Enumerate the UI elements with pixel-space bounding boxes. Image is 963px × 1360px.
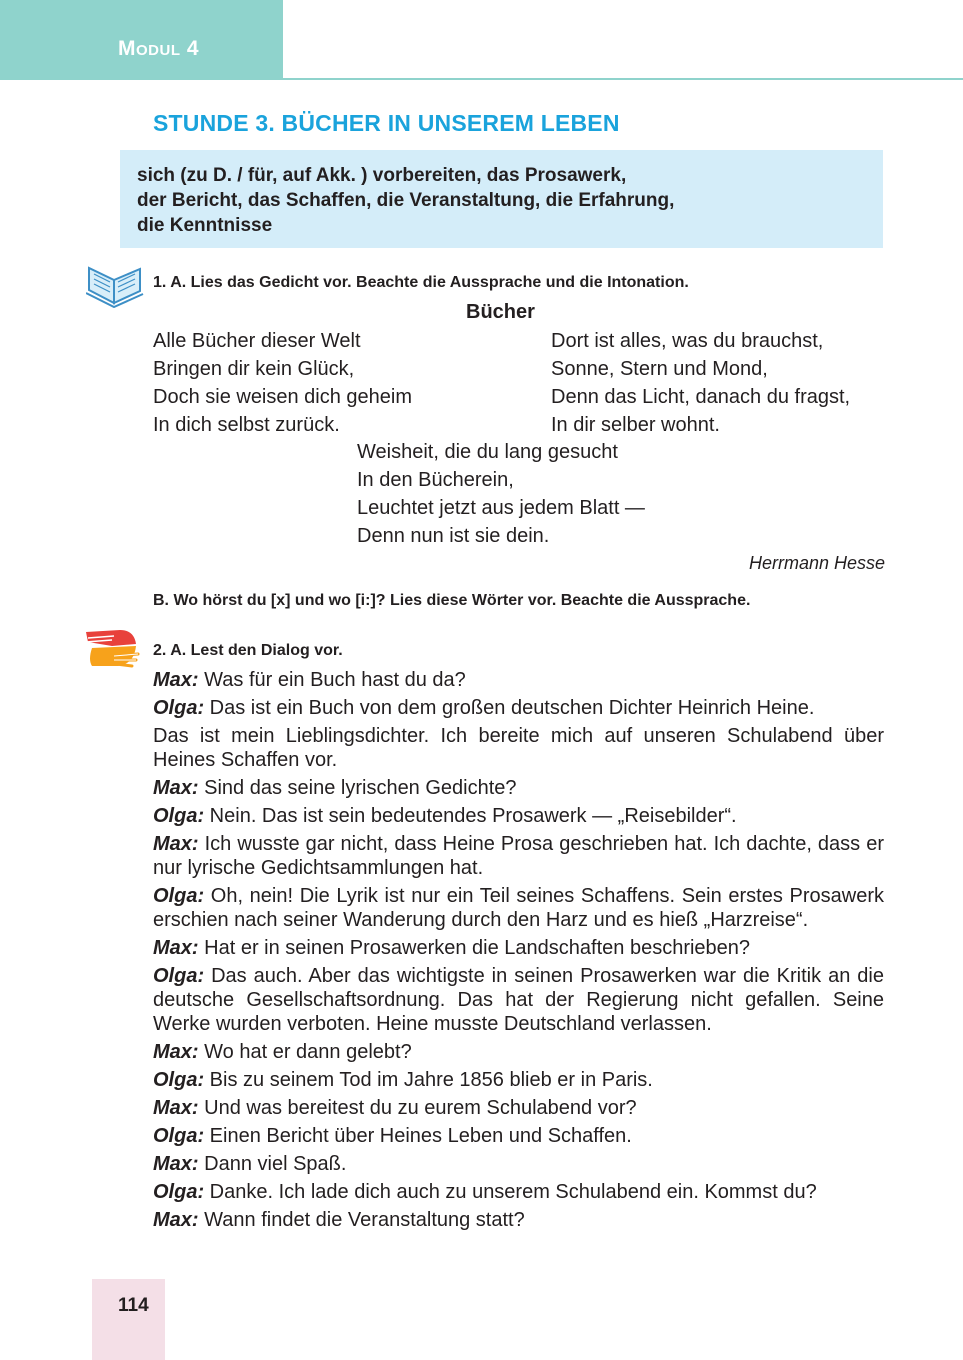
header-rule [283,78,963,80]
dialog-line [153,1068,884,1092]
dialog-speaker: Olga: [153,697,205,719]
dialog-text: Oh, nein! Die Lyrik ist nur ein Teil seines Schaffens. Sein erstes Prosawerk erschien nach seiner Wanderung durch den Harz und es hieß „Harzreise“. [153,885,884,931]
dialog-text: Das ist mein Lieblingsdichter. Ich bereite mich auf unseren Schulabend über Heines Schaffen vor. [153,725,884,771]
dialog-line [153,1208,884,1232]
exercise-1b-task: B. Wo hörst du [x] und wo [i:]? Lies diese Wörter vor. Beachte die Aussprache. [153,592,751,609]
vocabulary-box [120,150,883,248]
open-book-icon [86,260,144,308]
dialog-text: Wann findet die Veranstaltung statt? [198,1209,525,1231]
dialog-speaker: Max: [153,1041,199,1063]
vocabulary-line: sich (zu D. / für, auf Akk. ) vorbereiten, das Prosawerk, [137,165,627,186]
dialog-text: Wo hat er dann gelebt? [198,1041,412,1063]
dialog-line [153,696,884,720]
dialog-text: Das auch. Aber das wichtigste in seinen Prosawerken war die Kritik an die deutsche Gesellschaftsordnung. Das hat der Regierung nicht gefallen. Seine Werke wurden verboten. Heine musste Deutschland verlassen. [153,965,884,1035]
dialog-text: Bis zu seinem Tod im Jahre 1856 blieb er in Paris. [204,1069,653,1091]
dialog-line [153,884,884,932]
dialog-speaker: Max: [153,1209,199,1231]
dialog-text: Und was bereitest du zu eurem Schulabend vor? [198,1097,637,1119]
lesson-title: STUNDE 3. BÜCHER IN UNSEREM LEBEN [153,110,620,136]
dialog-line [153,1124,884,1148]
poem-line: In dir selber wohnt. [551,414,720,436]
dialog-speaker: Olga: [153,885,205,907]
poem-stanza-1 [153,327,412,439]
dialog-text: Hat er in seinen Prosawerken die Landschaften beschrieben? [198,937,751,959]
dialog-text: Dann viel Spaß. [198,1153,347,1175]
poem-line: Dort ist alles, was du brauchst, [551,330,824,352]
dialog-line [153,668,884,692]
dialog-speaker: Max: [153,833,199,855]
poem-line: In den Bücherein, [357,469,514,491]
dialog-speaker: Olga: [153,965,205,987]
poem-line: Denn nun ist sie dein. [357,525,550,547]
dialog-text: Ich wusste gar nicht, dass Heine Prosa geschrieben hat. Ich dachte, dass er nur lyrische Gedichtsammlungen hat. [153,833,884,879]
exercise-2a-task: 2. A. Lest den Dialog vor. [153,642,343,659]
dialog-line [153,964,884,1036]
poem-line: Sonne, Stern und Mond, [551,358,768,380]
dialog-line [153,804,884,828]
dialog-text: Das ist ein Buch von dem großen deutschen Dichter Heinrich Heine. [204,697,815,719]
dialog-text: Nein. Das ist sein bedeutendes Prosawerk — „Reisebilder“. [204,805,737,827]
dialog-speaker: Max: [153,669,199,691]
module-label: Modul 4 [118,37,200,60]
dialog-speaker: Max: [153,937,199,959]
poem-author: Herrmann Hesse [748,553,885,573]
poem-line: Alle Bücher dieser Welt [153,330,361,352]
poem-title: Bücher [466,301,535,323]
dialog-speaker: Max: [153,1153,199,1175]
dialog-line [153,724,884,772]
dialog-speaker: Olga: [153,1125,205,1147]
page-number-box [92,1279,165,1360]
module-header-tab [0,0,283,80]
dialog-line [153,832,884,880]
poem-line: Denn das Licht, danach du fragst, [551,386,851,408]
dialog [153,668,884,1236]
dialog-text: Einen Bericht über Heines Leben und Schaffen. [204,1125,632,1147]
hands-icon [84,626,140,670]
exercise-1a-task: 1. A. Lies das Gedicht vor. Beachte die Aussprache und die Intonation. [153,274,689,291]
page-number: 114 [118,1295,149,1316]
poem-line: In dich selbst zurück. [153,414,340,436]
dialog-speaker: Olga: [153,1069,205,1091]
vocabulary-line: die Kenntnisse [137,215,273,236]
poem-line: Doch sie weisen dich geheim [153,386,413,408]
dialog-line [153,1096,884,1120]
dialog-speaker: Max: [153,777,199,799]
dialog-text: Sind das seine lyrischen Gedichte? [198,777,517,799]
vocabulary-line: der Bericht, das Schaffen, die Veranstaltung, die Erfahrung, [137,190,675,211]
poem-stanza-2 [551,327,850,439]
dialog-speaker: Olga: [153,1181,205,1203]
dialog-text: Was für ein Buch hast du da? [198,669,466,691]
dialog-line [153,936,884,960]
dialog-text: Danke. Ich lade dich auch zu unserem Schulabend ein. Kommst du? [204,1181,817,1203]
dialog-line [153,776,884,800]
poem-line: Leuchtet jetzt aus jedem Blatt — [357,497,645,519]
poem-line: Bringen dir kein Glück, [153,358,355,380]
dialog-line [153,1152,884,1176]
vocabulary-text [137,163,857,238]
dialog-line [153,1180,884,1204]
dialog-speaker: Olga: [153,805,205,827]
poem-line: Weisheit, die du lang gesucht [357,441,618,463]
poem-stanza-3 [357,438,645,550]
dialog-speaker: Max: [153,1097,199,1119]
dialog-line [153,1040,884,1064]
